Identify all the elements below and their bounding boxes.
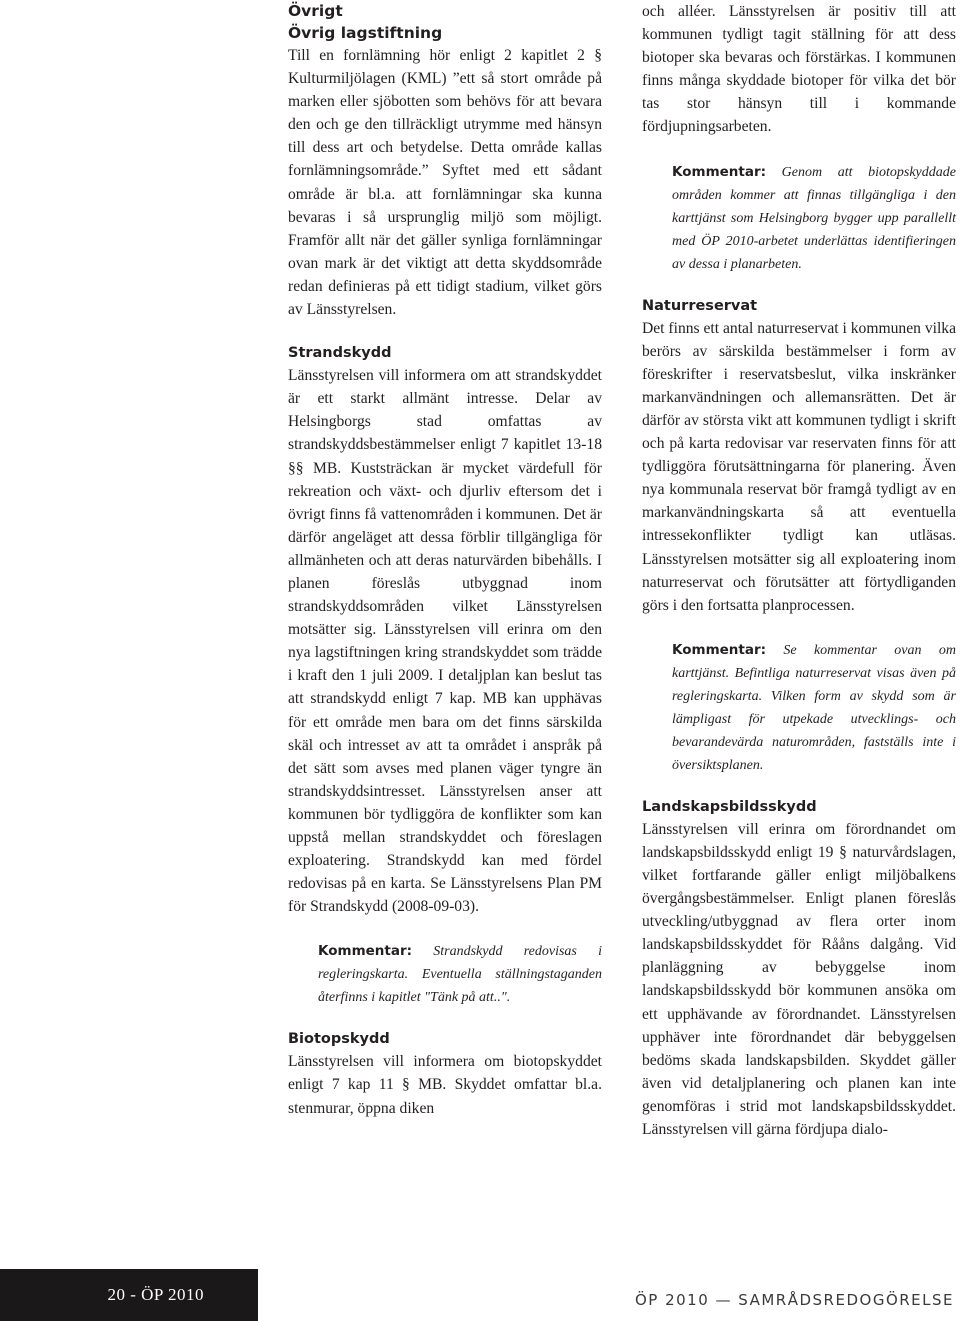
comment-label: Kommentar:: [672, 163, 767, 180]
comment-naturreservat: [672, 639, 956, 777]
paragraph-ovrig-lagstiftning: Till en fornlämning hör enligt 2 kapitlet 2 § Kulturmiljölagen (KML) ”ett så stort område på marken eller sjöbotten som behövs för att bevara den och ge den tillräckligt utrymme med hänsyn till dess art och betydelse. Detta område kallas fornlämningsområde.” Syftet med ett sådant område är bl.a. att fornlämningar ska kunna bevaras i så ursprunglig miljö som möjligt. Framför allt när det gäller synliga fornlämningar ovan mark är det viktigt att detta skyddsområde redan definieras på ett tidigt stadium, vilket görs av Länsstyrelsen.: [288, 47, 602, 319]
heading-ovrig-lagstiftning: Övrig lagstiftning: [288, 24, 443, 42]
left-column: [288, 0, 602, 1120]
paragraph-landskapsbildsskydd: Länsstyrelsen vill erinra om förordnandet om landskapsbildsskydd enligt 19 § naturvårdslagen, vilket fortfarande gäller enligt miljöbalkens övergångsbestämmelser. Enligt planen föreslås utveckling/utbyggnad av flera orter inom landskapsbildsskyddet för Rååns dalgång. Vid planläggning av bebyggelse inom landskapsbildsskydd bör kommunen ansöka om ett upphävande av förordnandet. Länsstyrelsen upphäver inte förordnandet där bebyggelsen bedöms skada landskapsbilden. Skyddet gäller även vid detaljplanering och planen kan inte genomföras i strid mot landskapsbildsskyddet. Länsstyrelsen vill gärna fördjupa dialo-: [642, 820, 956, 1138]
comment-biotopskydd: [672, 161, 956, 276]
comment-label: Kommentar:: [672, 641, 767, 658]
paragraph-biotopskydd-continued: och alléer. Länsstyrelsen är positiv till att kommunen tydligt tagit ställning för att dess biotoper ska bevaras och förstärkas. I kommunen finns många skyddade biotoper för vilka det bör tas stor hänsyn till i kommande fördjupningsarbeten.: [642, 3, 956, 136]
footer-document-title: ÖP 2010 — SAMRÅDSREDOGÖRELSE: [634, 1291, 954, 1309]
comment-text: Se kommentar ovan om karttjänst. Befintliga naturreservat visas även på regleringskarta. Vilken form av skydd som är lämpligast för utpekade utvecklings- och bevarandevärda naturområden, fastställs inte i översiktsplanen.: [672, 642, 956, 773]
right-column: [642, 0, 956, 1141]
heading-strandskydd: Strandskydd: [288, 345, 392, 362]
paragraph-naturreservat: Det finns ett antal naturreservat i kommunen vilka berörs av särskilda bestämmelser i form av föreskrifter i reservatsbeslut, vilka inskränker markanvändningen och allemansrätten. Det är därför av största vikt att kommunen tydligt i skrift och på karta redovisar var reservaten finns för att tydliggöra förutsättningarna för planering. Även nya kommunala reservat bör framgå tydligt av en markanvändningskarta så att eventuella intressekonflikter tydligt kan utläsas. Länsstyrelsen motsätter sig all exploatering inom naturreservat och förutsätter att förtydliganden görs i den fortsatta planprocessen.: [642, 319, 956, 614]
comment-label: Kommentar:: [318, 943, 413, 960]
footer-page-number: 20 - ÖP 2010: [0, 1269, 258, 1321]
comment-text: Strandskydd redovisas i regleringskarta. Eventuella ställningstaganden återfinns i kapitlet "Tänk på att..".: [318, 944, 602, 1006]
heading-landskapsbildsskydd: Landskapsbildsskydd: [642, 798, 817, 815]
section-title-ovrigt: Övrigt: [288, 2, 343, 20]
paragraph-strandskydd: Länsstyrelsen vill informera om att strandskyddet är ett starkt allmänt intresse. Delar av Helsingborgs stad omfattas av strandskyddsbestämmelser enligt 7 kapitlet 13-18 §§ MB. Kuststräckan är mycket värdefull för rekreation och växt- och djurliv eftersom det i övrigt finns få vattenområden i kommunen. Det är därför angeläget att dessa förblir tillgängliga för allmänheten och att deras naturvärden bibehålls. I planen föreslås utbyggnad inom strandskyddsområden vilket Länsstyrelsen motsätter sig. Länsstyrelsen vill erinra om den nya lagstiftningen kring strandskyddet som trädde i kraft den 1 juli 2009. I detaljplan kan beslut tas att strandskydd enligt 7 kap. MB kan upphävas för ett område men bara om det finns särskilda skäl och intresset av att ta området i anspråk på det sätt som avses med planen väger tyngre än strandskyddsintresset. Länsstyrelsen anser att kommunen bör tydliggöra de konflikter som kan uppstå mellan strandskyddet och föreslagen exploatering. Strandskydd kan med fördel redovisas på en karta. Se Länsstyrelsens Plan PM för Strandskydd (2008-09-03).: [288, 367, 602, 916]
heading-biotopskydd: Biotopskydd: [288, 1031, 390, 1048]
paragraph-biotopskydd: Länsstyrelsen vill informera om biotopskyddet enligt 7 kap 11 § MB. Skyddet omfattar bl.a. stenmurar, öppna diken: [288, 1053, 602, 1117]
heading-naturreservat: Naturreservat: [642, 297, 758, 314]
comment-text: Genom att biotopskyddade områden kommer att finnas tillgängliga i den karttjänst som Helsingborg bygger upp parallellt med ÖP 2010-arbetet underlättas identifieringen av dessa i planarbeten.: [672, 164, 956, 272]
comment-strandskydd: [318, 940, 602, 1009]
